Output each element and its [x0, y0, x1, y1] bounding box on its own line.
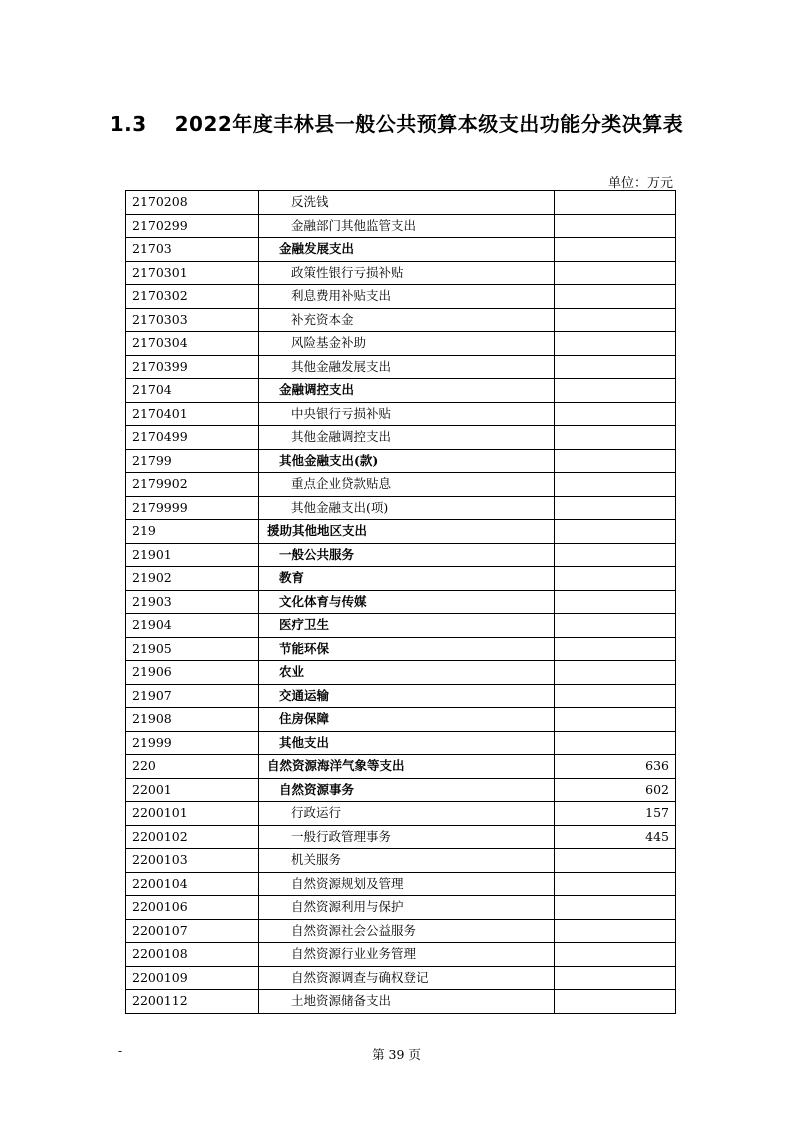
row-code: 21907 [126, 684, 259, 708]
row-code: 2200112 [126, 990, 259, 1014]
row-name: 自然资源事务 [259, 778, 555, 802]
row-name: 机关服务 [259, 849, 555, 873]
table-row [126, 543, 676, 567]
section-number: 1.3 [109, 112, 147, 136]
row-name: 交通运输 [259, 684, 555, 708]
table-row [126, 520, 676, 544]
row-name: 其他金融支出(项) [259, 496, 555, 520]
row-name: 土地资源储备支出 [259, 990, 555, 1014]
row-value: 445 [555, 825, 676, 849]
page-number: 第 39 页 [372, 1047, 421, 1062]
table-row [126, 402, 676, 426]
budget-table [125, 190, 676, 1014]
table-row [126, 637, 676, 661]
row-value [555, 708, 676, 732]
row-value [555, 919, 676, 943]
row-value [555, 543, 676, 567]
row-value [555, 191, 676, 215]
row-value [555, 872, 676, 896]
table-row [126, 473, 676, 497]
row-name: 自然资源海洋气象等支出 [259, 755, 555, 779]
table-row [126, 966, 676, 990]
row-name: 重点企业贷款贴息 [259, 473, 555, 497]
table-row [126, 355, 676, 379]
row-value [555, 990, 676, 1014]
row-name: 自然资源利用与保护 [259, 896, 555, 920]
row-value [555, 355, 676, 379]
row-code: 2179902 [126, 473, 259, 497]
row-value [555, 896, 676, 920]
row-name: 中央银行亏损补贴 [259, 402, 555, 426]
row-name: 援助其他地区支出 [259, 520, 555, 544]
row-code: 2179999 [126, 496, 259, 520]
table-row [126, 567, 676, 591]
row-name: 住房保障 [259, 708, 555, 732]
budget-table-body [126, 191, 676, 1014]
table-row [126, 590, 676, 614]
table-row [126, 332, 676, 356]
row-name: 政策性银行亏损补贴 [259, 261, 555, 285]
row-value [555, 684, 676, 708]
table-row [126, 661, 676, 685]
row-name: 一般公共服务 [259, 543, 555, 567]
row-code: 2200104 [126, 872, 259, 896]
row-name: 金融发展支出 [259, 238, 555, 262]
row-value [555, 308, 676, 332]
row-code: 21905 [126, 637, 259, 661]
row-value [555, 473, 676, 497]
row-name: 农业 [259, 661, 555, 685]
row-value [555, 966, 676, 990]
row-code: 2170499 [126, 426, 259, 450]
row-value: 157 [555, 802, 676, 826]
row-name: 自然资源规划及管理 [259, 872, 555, 896]
table-row [126, 191, 676, 215]
row-code: 2170208 [126, 191, 259, 215]
row-code: 21906 [126, 661, 259, 685]
row-name: 补充资本金 [259, 308, 555, 332]
row-name: 其他支出 [259, 731, 555, 755]
row-code: 2200102 [126, 825, 259, 849]
row-value [555, 637, 676, 661]
row-value [555, 614, 676, 638]
page-title [0, 108, 793, 137]
table-row [126, 990, 676, 1014]
row-code: 21703 [126, 238, 259, 262]
row-name: 金融调控支出 [259, 379, 555, 403]
table-row [126, 896, 676, 920]
row-value [555, 332, 676, 356]
row-code: 220 [126, 755, 259, 779]
table-row [126, 849, 676, 873]
table-row [126, 449, 676, 473]
row-code: 21904 [126, 614, 259, 638]
row-code: 219 [126, 520, 259, 544]
table-row [126, 379, 676, 403]
row-name: 节能环保 [259, 637, 555, 661]
row-value [555, 379, 676, 403]
row-name: 风险基金补助 [259, 332, 555, 356]
row-value [555, 449, 676, 473]
row-value [555, 661, 676, 685]
row-value [555, 731, 676, 755]
row-code: 21902 [126, 567, 259, 591]
table-row [126, 802, 676, 826]
row-name: 教育 [259, 567, 555, 591]
row-code: 21704 [126, 379, 259, 403]
row-code: 2200106 [126, 896, 259, 920]
row-code: 21903 [126, 590, 259, 614]
table-row [126, 261, 676, 285]
row-value [555, 496, 676, 520]
row-code: 2200103 [126, 849, 259, 873]
row-name: 其他金融发展支出 [259, 355, 555, 379]
row-code: 2170401 [126, 402, 259, 426]
row-name: 行政运行 [259, 802, 555, 826]
table-row [126, 496, 676, 520]
row-code: 21999 [126, 731, 259, 755]
table-row [126, 825, 676, 849]
row-value [555, 402, 676, 426]
table-row [126, 708, 676, 732]
row-value: 636 [555, 755, 676, 779]
row-value [555, 520, 676, 544]
row-code: 2200107 [126, 919, 259, 943]
table-row [126, 731, 676, 755]
table-row [126, 872, 676, 896]
row-name: 金融部门其他监管支出 [259, 214, 555, 238]
row-name: 自然资源社会公益服务 [259, 919, 555, 943]
table-row [126, 684, 676, 708]
row-value [555, 214, 676, 238]
row-name: 自然资源行业业务管理 [259, 943, 555, 967]
row-code: 2170299 [126, 214, 259, 238]
row-value [555, 590, 676, 614]
row-name: 利息费用补贴支出 [259, 285, 555, 309]
row-name: 反洗钱 [259, 191, 555, 215]
row-code: 22001 [126, 778, 259, 802]
title-text: 2022年度丰林县一般公共预算本级支出功能分类决算表 [174, 112, 684, 136]
table-row [126, 285, 676, 309]
unit-label: 单位：万元 [607, 176, 673, 191]
row-name: 文化体育与传媒 [259, 590, 555, 614]
footer-mark: - [118, 1044, 123, 1058]
table-row [126, 778, 676, 802]
table-row [126, 238, 676, 262]
table-row [126, 755, 676, 779]
row-code: 2170301 [126, 261, 259, 285]
row-value [555, 567, 676, 591]
row-code: 2200109 [126, 966, 259, 990]
row-name: 其他金融支出(款) [259, 449, 555, 473]
row-value [555, 285, 676, 309]
table-row [126, 614, 676, 638]
table-row [126, 214, 676, 238]
row-code: 2170303 [126, 308, 259, 332]
row-code: 2170302 [126, 285, 259, 309]
row-value [555, 238, 676, 262]
row-value [555, 426, 676, 450]
row-name: 一般行政管理事务 [259, 825, 555, 849]
row-code: 21908 [126, 708, 259, 732]
table-row [126, 919, 676, 943]
row-name: 医疗卫生 [259, 614, 555, 638]
row-code: 2170304 [126, 332, 259, 356]
table-row [126, 426, 676, 450]
row-value: 602 [555, 778, 676, 802]
row-code: 21799 [126, 449, 259, 473]
table-row [126, 943, 676, 967]
row-code: 2170399 [126, 355, 259, 379]
row-name: 自然资源调查与确权登记 [259, 966, 555, 990]
row-value [555, 943, 676, 967]
row-value [555, 849, 676, 873]
row-value [555, 261, 676, 285]
row-code: 2200108 [126, 943, 259, 967]
table-row [126, 308, 676, 332]
row-name: 其他金融调控支出 [259, 426, 555, 450]
row-code: 21901 [126, 543, 259, 567]
row-code: 2200101 [126, 802, 259, 826]
